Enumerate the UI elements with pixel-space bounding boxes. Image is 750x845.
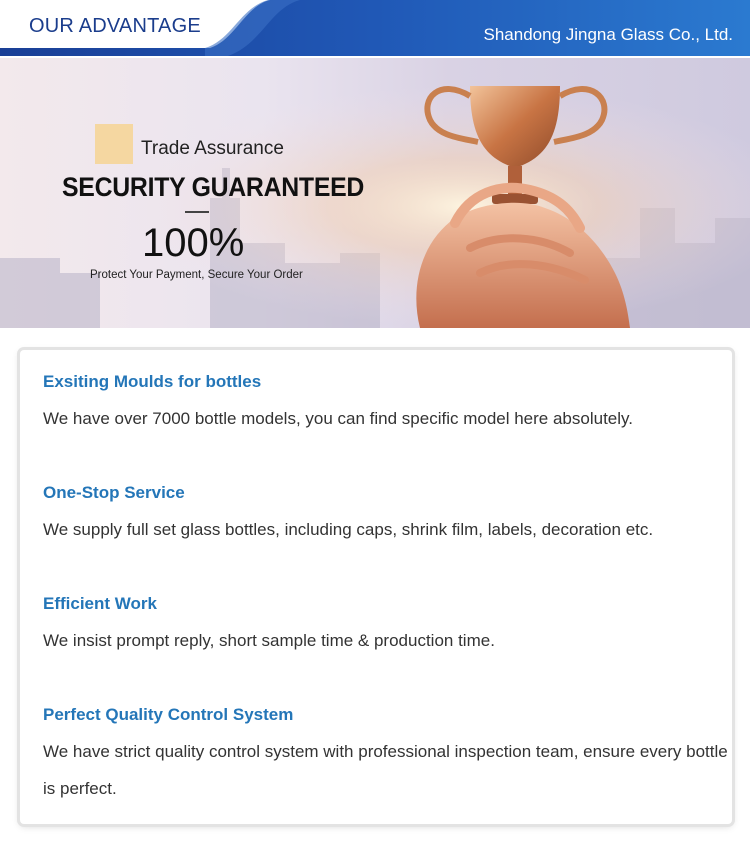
header-bar — [0, 0, 750, 56]
advantage-desc: We have strict quality control system with professional inspection team, ensure every bottle is perfect. — [43, 742, 728, 798]
trade-assurance-banner — [0, 58, 750, 328]
trade-assurance-logo — [95, 124, 133, 164]
advantage-desc: We have over 7000 bottle models, you can find specific model here absolutely. — [43, 409, 633, 428]
company-name: Shandong Jingna Glass Co., Ltd. — [483, 25, 733, 44]
advantage-title: One-Stop Service — [43, 483, 185, 502]
advantage-title: Perfect Quality Control System — [43, 705, 294, 724]
advantage-desc: We insist prompt reply, short sample time & production time. — [43, 631, 495, 650]
guarantee-percent: 100% — [142, 221, 245, 265]
advantage-title: Efficient Work — [43, 594, 157, 613]
advantage-title: Exsiting Moulds for bottles — [43, 372, 262, 391]
section-title: OUR ADVANTAGE — [29, 15, 201, 37]
advantage-desc: We supply full set glass bottles, including caps, shrink film, labels, decoration etc. — [43, 520, 654, 539]
banner-headline: SECURITY GUARANTEED — [62, 172, 365, 202]
headline-divider — [185, 211, 209, 213]
banner-tagline: Protect Your Payment, Secure Your Order — [90, 269, 303, 281]
trade-assurance-label: Trade Assurance — [141, 138, 284, 159]
